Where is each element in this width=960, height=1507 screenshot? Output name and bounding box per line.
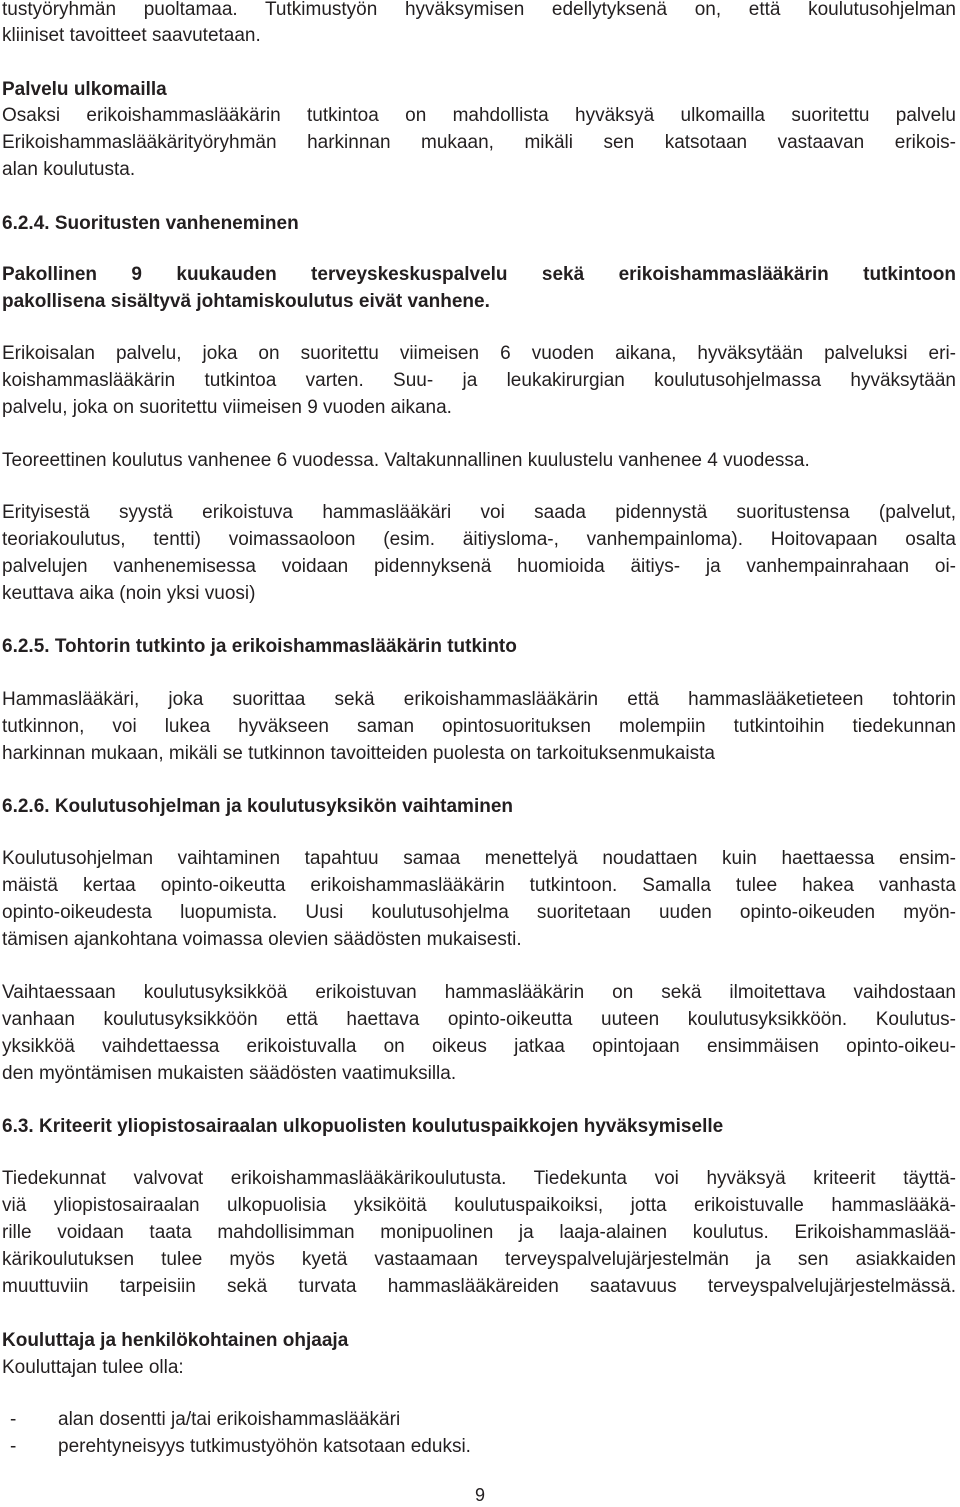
body-text-line: opinto-oikeudesta luopumista. Uusi koulutusohjelma suoritetaan uuden opinto-oikeuden myön- [2,902,956,923]
body-text-line: palvelu, joka on suoritettu viimeisen 9 vuoden aikana. [2,397,452,418]
body-text-line: harkinnan mukaan, mikäli se tutkinnon tavoitteiden puolesta on tarkoituksenmukaista [2,743,715,764]
section-heading-6-2-5: 6.2.5. Tohtorin tutkinto ja erikoishammaslääkärin tutkinto [2,636,517,657]
body-text-line: rille voidaan taata mahdollisimman monipuolinen ja laaja-alainen koulutus. Erikoishammaslää- [2,1222,956,1243]
body-text-line: Kouluttajan tulee olla: [2,1357,184,1378]
section-heading-6-2-4: 6.2.4. Suoritusten vanheneminen [2,213,299,234]
body-text-line: tutkinnon, voi lukea hyväkseen saman opintosuorituksen molempiin tutkintoihin tiedekunnan [2,716,956,737]
body-text-line: vanhaan koulutusyksikköön että haettava opinto-oikeutta uuteen koulutusyksikköön. Koulutus- [2,1009,956,1030]
subheading-palvelu-ulkomailla: Palvelu ulkomailla [2,79,167,100]
subheading-kouluttaja: Kouluttaja ja henkilökohtainen ohjaaja [2,1330,349,1351]
section-heading-6-2-6: 6.2.6. Koulutusohjelman ja koulutusyksikön vaihtaminen [2,796,514,817]
body-text-line: Tiedekunnat valvovat erikoishammaslääkärikoulutusta. Tiedekunta voi hyväksyä kriteerit täyttä- [2,1168,956,1189]
body-text-line: Teoreettinen koulutus vanhenee 6 vuodessa. Valtakunnallinen kuulustelu vanhenee 4 vuodessa. [2,450,810,471]
list-item: perehtyneisyys tutkimustyöhön katsotaan eduksi. [58,1436,471,1457]
list-bullet-dash: - [10,1409,17,1430]
body-text-line: kärikoulutuksen tulee myös kyetä vastaamaan terveyspalvelujärjestelmän ja sen asiakkaiden [2,1249,956,1270]
section-heading-6-3: 6.3. Kriteerit yliopistosairaalan ulkopuolisten koulutuspaikkojen hyväksymiselle [2,1116,724,1137]
body-text-line: viä yliopistosairaalan ulkopuolisia yksiköitä koulutuspaikoiksi, jotta erikoistuvalle hammaslääkä- [2,1195,956,1216]
body-text-line: Erityisestä syystä erikoistuva hammaslääkäri voi saada pidennystä suoritustensa (palvelut, [2,502,956,523]
body-text-line: Erikoishammaslääkärityöryhmän harkinnan mukaan, mikäli sen katsotaan vastaavan erikois- [2,132,956,153]
body-text-line: keuttava aika (noin yksi vuosi) [2,583,256,604]
list-item: alan dosentti ja/tai erikoishammaslääkäri [58,1409,401,1430]
body-text-line: alan koulutusta. [2,159,136,180]
body-text-line: kliiniset tavoitteet saavutetaan. [2,25,261,46]
body-text-line: Osaksi erikoishammaslääkärin tutkintoa on mahdollista hyväksyä ulkomailla suoritettu palvelu [2,105,956,126]
body-text-line: muuttuviin tarpeisiin sekä turvata hammaslääkäreiden saatavuus terveyspalvelujärjestelmässä. [2,1276,956,1297]
body-text-line: palvelujen vanhenemisessa voidaan pidennyksenä huomioida äitiys- ja vanhempainrahaan oi- [2,556,956,577]
bold-text-line: Pakollinen 9 kuukauden terveyskeskuspalvelu sekä erikoishammaslääkärin tutkintoon [2,264,956,285]
body-text-line: yksikköä vaihdettaessa erikoistuvalla on oikeus jatkaa opintojaan ensimmäisen opinto-oikeu- [2,1036,956,1057]
body-text-line: Hammaslääkäri, joka suorittaa sekä erikoishammaslääkärin että hammaslääketieteen tohtorin [2,689,956,710]
body-text-line: koishammaslääkärin tutkintoa varten. Suu- ja leukakirurgian koulutusohjelmassa hyväksytään [2,370,956,391]
body-text-line: mäistä kertaa opinto-oikeutta erikoishammaslääkärin tutkintoon. Samalla tulee hakea vanhasta [2,875,956,896]
body-text-line: Vaihtaessaan koulutusyksikköä erikoistuvan hammaslääkärin on sekä ilmoitettava vaihdostaan [2,982,956,1003]
list-bullet-dash: - [10,1436,17,1457]
body-text-line: Erikoisalan palvelu, joka on suoritettu viimeisen 6 vuoden aikana, hyväksytään palveluksi eri- [2,343,956,364]
body-text-line: tustyöryhmän puoltamaa. Tutkimustyön hyväksymisen edellytyksenä on, että koulutusohjelman [2,0,956,20]
body-text-line: Koulutusohjelman vaihtaminen tapahtuu samaa menettelyä noudattaen kuin haettaessa ensim- [2,848,956,869]
body-text-line: den myöntämisen mukaisten säädösten vaatimuksilla. [2,1063,457,1084]
body-text-line: teoriakoulutus, tentti) voimassaoloon (esim. äitiysloma-, vanhempainloma). Hoitovapaan osalta [2,529,956,550]
body-text-line: tämisen ajankohtana voimassa olevien säädösten mukaisesti. [2,929,522,950]
page-number: 9 [474,1485,485,1505]
bold-text-line: pakollisena sisältyvä johtamiskoulutus eivät vanhene. [2,291,490,312]
